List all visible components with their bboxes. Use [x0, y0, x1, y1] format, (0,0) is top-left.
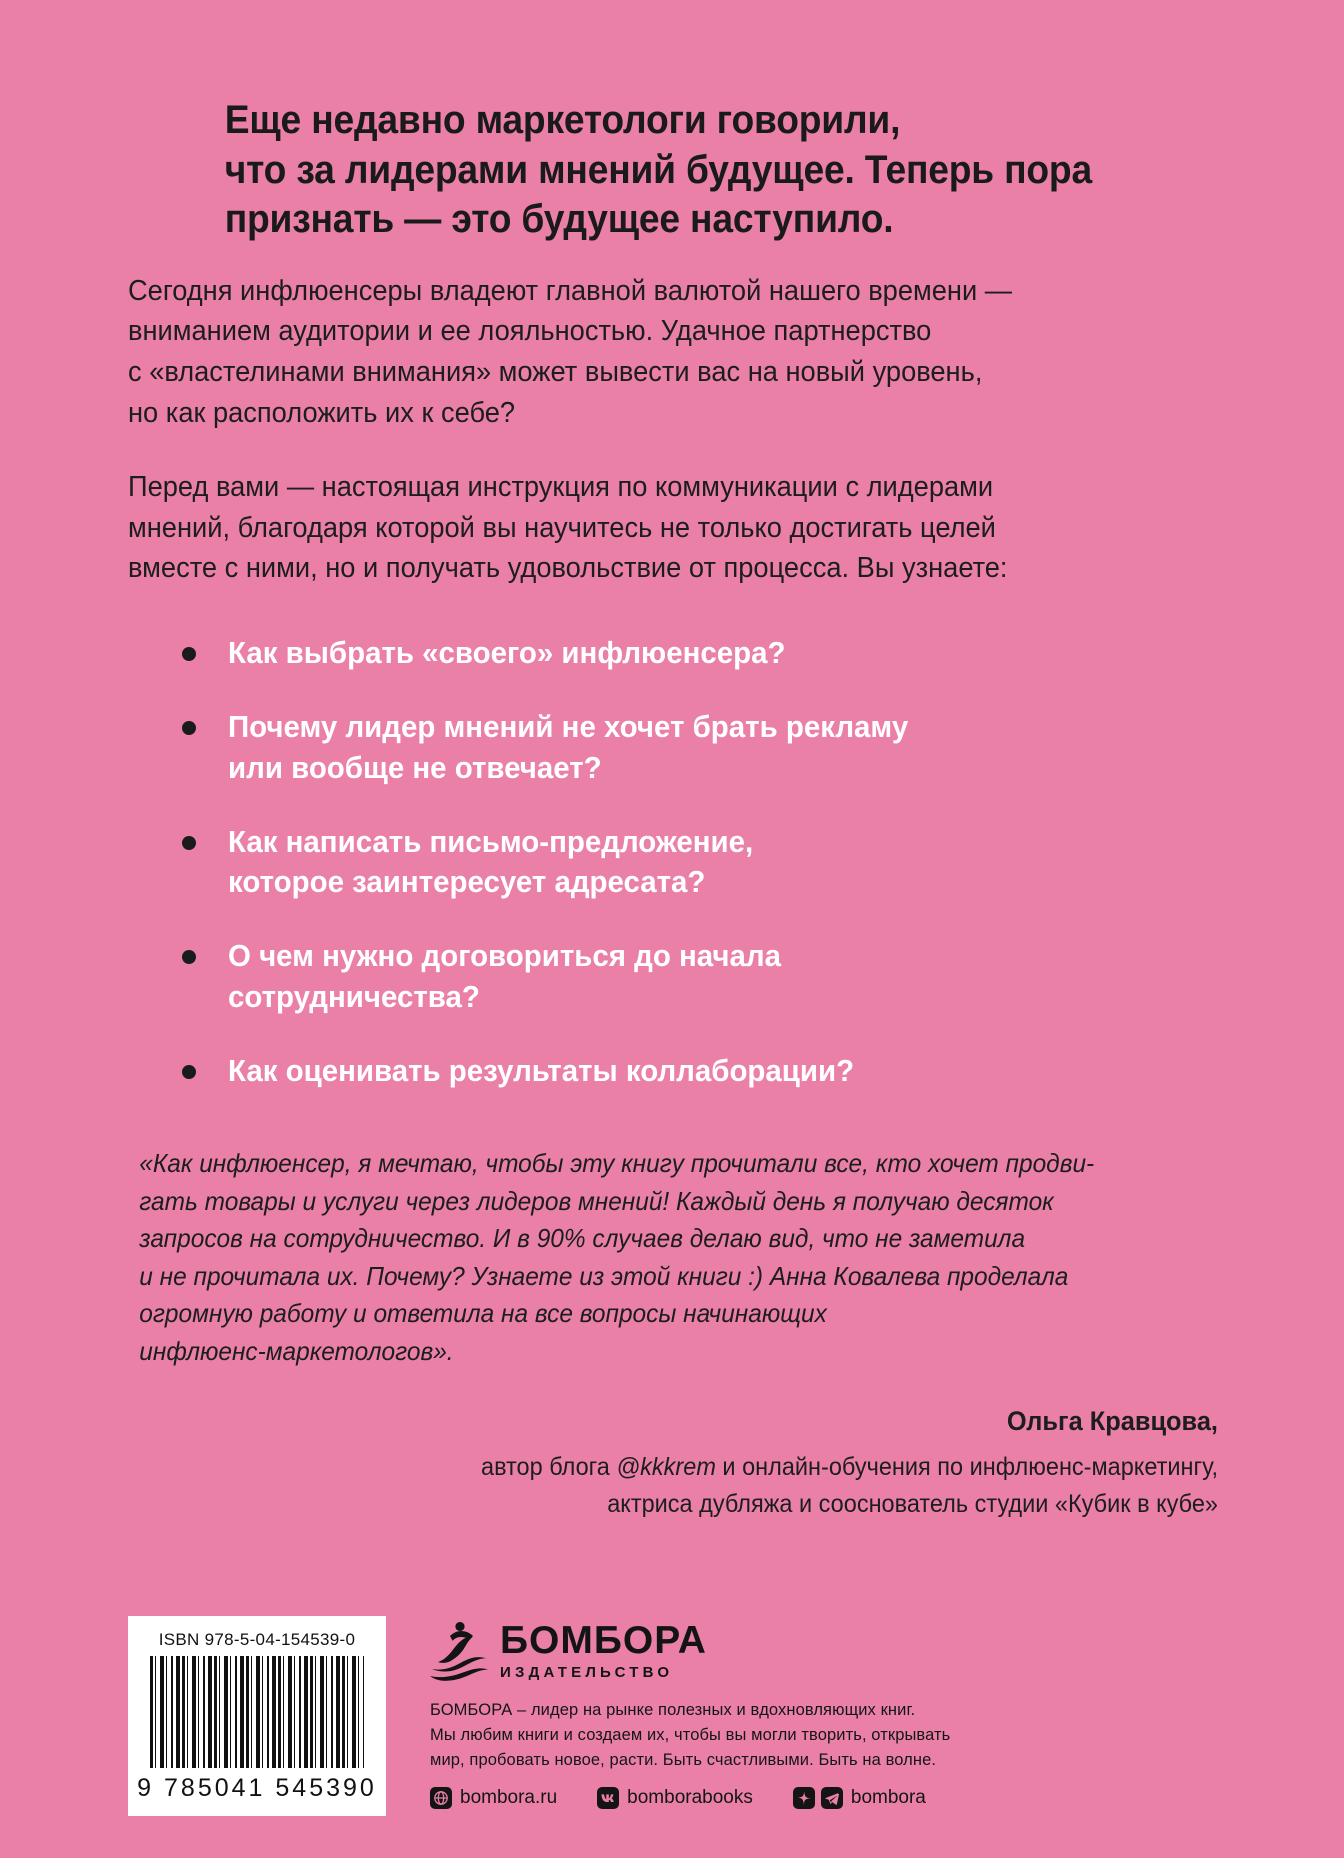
- quote-line: «Как инфлюенсер, я мечтаю, чтобы эту книгу прочитали все, кто хочет продви-: [139, 1148, 1095, 1179]
- publisher-logo: [430, 1620, 1218, 1682]
- publisher-block: [430, 1616, 1218, 1809]
- headline-line-2: что за лидерами мнений будущее. Теперь пора: [224, 147, 1092, 192]
- zen-icon: [793, 1787, 815, 1809]
- attribution-suffix: и онлайн-обучения по инфлюенс-маркетингу,: [715, 1453, 1218, 1482]
- list-item: [176, 707, 1218, 788]
- blog-handle: @kkkrem: [616, 1453, 716, 1482]
- isbn-text: ISBN 978-5-04-154539-0: [158, 1630, 356, 1649]
- quote-line: огромную работу и ответила на все вопросы начинающих: [139, 1298, 827, 1329]
- barcode-bars-icon: [150, 1656, 364, 1768]
- headline-line-3: признать — это будущее наступило.: [224, 197, 894, 242]
- paragraph-line: мнений, благодаря которой вы научитесь не только достигать целей: [128, 511, 996, 544]
- list-item-line: Как оценивать результаты коллаборации?: [228, 1053, 855, 1089]
- list-item-line: или вообще не отвечает?: [228, 749, 602, 785]
- paragraph-line: но как расположить их к себе?: [128, 396, 516, 429]
- list-item-line: сотрудничества?: [228, 978, 480, 1014]
- quote-line: гать товары и услуги через лидеров мнений! Каждый день я получаю десяток: [139, 1185, 1054, 1216]
- attribution-line-2: актриса дубляжа и сооснователь студии «Кубик в кубе»: [607, 1489, 1218, 1518]
- list-item: [176, 633, 1218, 673]
- attribution-prefix: автор блога: [481, 1453, 617, 1482]
- barcode-digits: 9 785041 545390: [137, 1774, 377, 1802]
- description-line: мир, пробовать новое, расти. Быть счастливыми. Быть на волне.: [430, 1751, 937, 1770]
- globe-icon: [430, 1787, 452, 1809]
- attribution-name: Ольга Кравцова,: [1006, 1405, 1218, 1436]
- footer: [128, 1616, 1218, 1816]
- publisher-description: [430, 1698, 1218, 1773]
- list-item-line: Как выбрать «своего» инфлюенсера?: [228, 634, 786, 670]
- intro-paragraph-1: [128, 271, 1124, 433]
- testimonial-attribution: [193, 1402, 1218, 1522]
- attribution-line-1: [193, 1449, 1218, 1486]
- list-item-line: Почему лидер мнений не хочет брать рекламу: [228, 709, 909, 745]
- list-item: [176, 1051, 1218, 1091]
- bullet-dot-icon: [182, 647, 196, 661]
- social-link-bombora[interactable]: [793, 1787, 926, 1809]
- social-label: bombora.ru: [460, 1787, 558, 1809]
- cover-content: [128, 96, 1218, 1522]
- paragraph-line: Сегодня инфлюенсеры владеют главной валютой нашего времени —: [128, 274, 1013, 307]
- list-item: [176, 822, 1218, 903]
- topics-list: [128, 633, 1218, 1091]
- list-item-text: [228, 936, 1188, 1017]
- surfer-wave-icon: [430, 1620, 488, 1682]
- bullet-dot-icon: [182, 721, 196, 735]
- description-line: БОМБОРА – лидер на рынке полезных и вдохновляющих книг.: [430, 1701, 916, 1719]
- social-label: bombora: [850, 1787, 926, 1809]
- headline-line-1: Еще недавно маркетологи говорили,: [224, 98, 901, 142]
- quote-line: инфлюенс-маркетологов».: [139, 1335, 454, 1366]
- telegram-icon: [821, 1787, 843, 1809]
- quote-line: запросов на сотрудничество. И в 90% случаев делаю вид, что не заметила: [139, 1223, 1026, 1254]
- paragraph-line: вместе с ними, но и получать удовольствие от процесса. Вы узнаете:: [128, 552, 1008, 585]
- description-line: Мы любим книги и создаем их, чтобы вы могли творить, открывать: [430, 1726, 951, 1745]
- list-item-line: которое заинтересует адресата?: [228, 864, 706, 900]
- list-item-text: [228, 1051, 1188, 1091]
- social-label: bomborabooks: [627, 1787, 753, 1809]
- paragraph-line: вниманием аудитории и ее лояльностью. Удачное партнерство: [128, 315, 932, 348]
- social-link-website[interactable]: [430, 1787, 557, 1809]
- intro-paragraph-2: [128, 467, 1124, 589]
- list-item-text: [228, 707, 1188, 788]
- list-item-text: [228, 822, 1188, 903]
- publisher-name: БОМБОРА: [500, 1619, 707, 1662]
- list-item: [176, 936, 1218, 1017]
- paragraph-line: с «властелинами внимания» может вывести вас на новый уровень,: [128, 355, 983, 388]
- list-item-line: О чем нужно договориться до начала: [228, 938, 782, 974]
- page-title: [128, 96, 1170, 245]
- publisher-wordmark: [500, 1621, 707, 1681]
- bullet-dot-icon: [182, 950, 196, 964]
- social-links: [430, 1787, 1218, 1809]
- list-item-text: [228, 633, 1188, 673]
- paragraph-line: Перед вами — настоящая инструкция по коммуникации с лидерами: [128, 471, 994, 504]
- list-item-line: Как написать письмо-предложение,: [228, 823, 754, 859]
- publisher-subtitle: ИЗДАТЕЛЬСТВО: [500, 1664, 674, 1681]
- vk-icon: [597, 1787, 619, 1809]
- testimonial-quote: [128, 1145, 1145, 1370]
- social-link-vk[interactable]: [597, 1787, 753, 1809]
- barcode-panel: [128, 1616, 386, 1816]
- quote-line: и не прочитала их. Почему? Узнаете из этой книги :) Анна Ковалева проделала: [139, 1260, 1069, 1291]
- bullet-dot-icon: [182, 1065, 196, 1079]
- bullet-dot-icon: [182, 836, 196, 850]
